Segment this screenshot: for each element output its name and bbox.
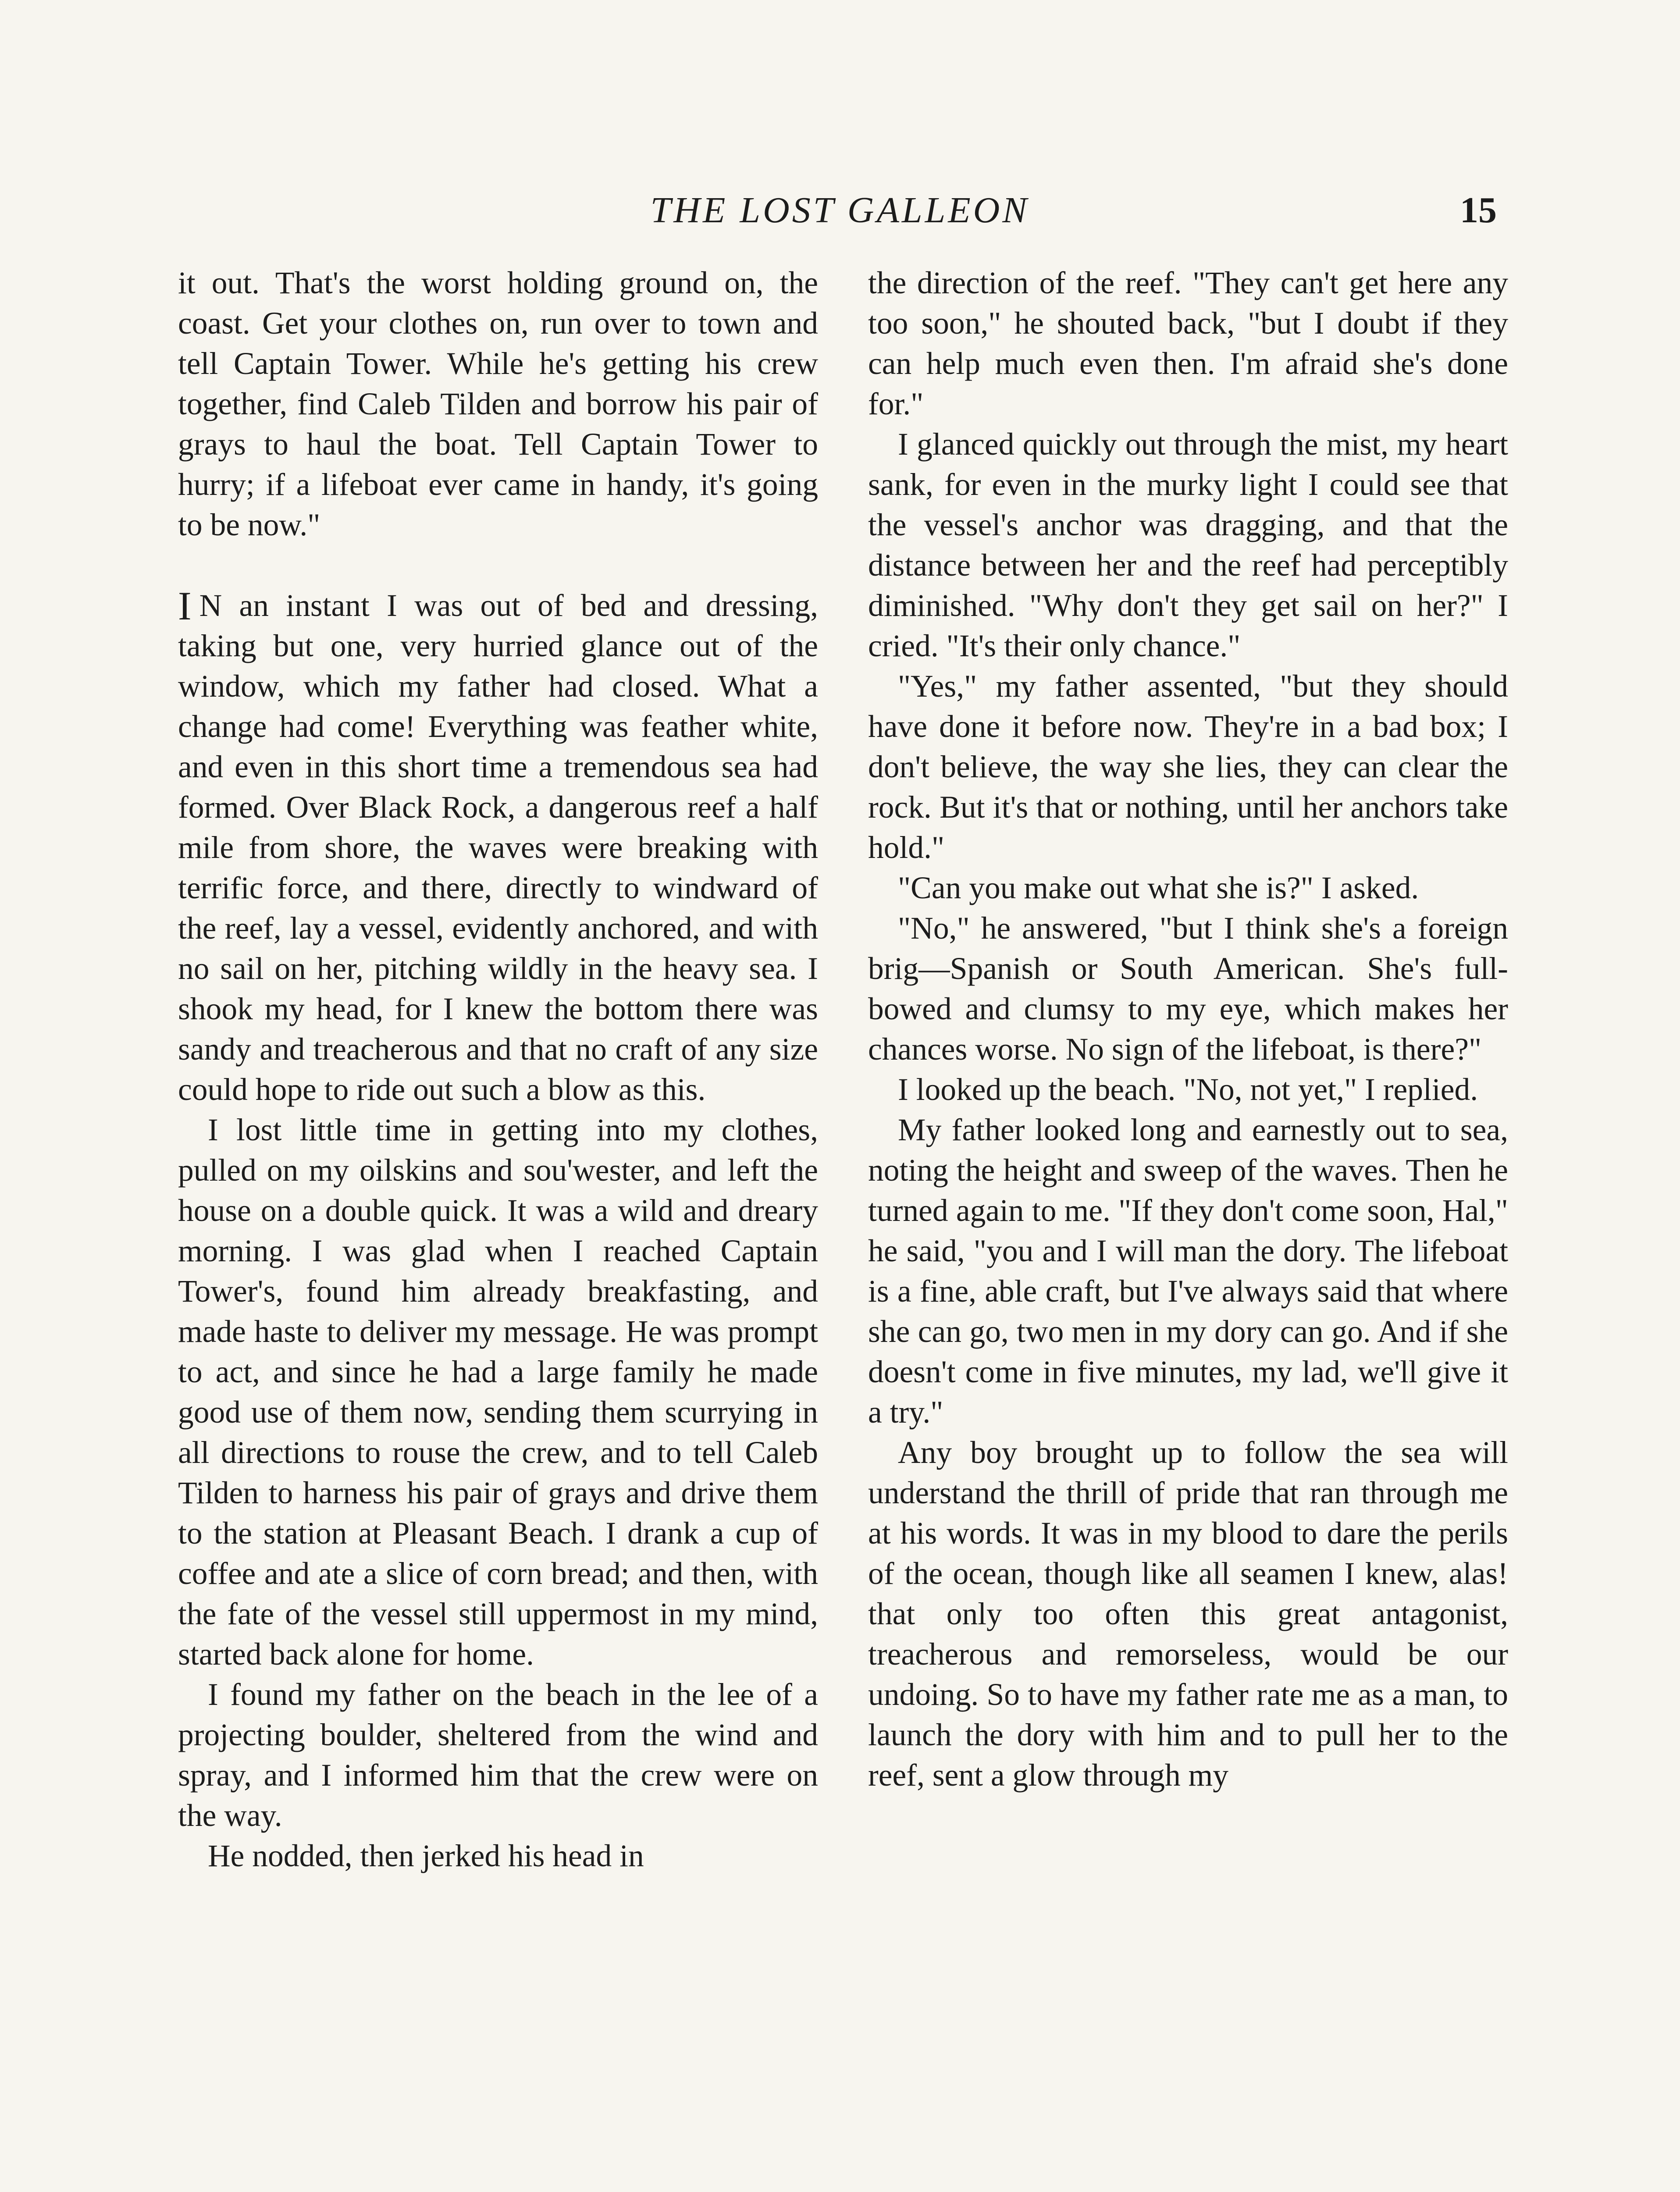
paragraph: I lost little time in getting into my clothes, pulled on my oilskins and sou'wester, and left the house on a double quick. It was a wild and dreary morning. I was glad when I reached Captain Tower's, found him already breakfasting, and made haste to deliver my message. He was prompt to act, and since he had a large family he made good use of them now, sending them scurrying in all directions to rouse the crew, and to tell Caleb Tilden to harness his pair of grays and drive them to the station at Pleasant Beach. I drank a cup of coffee and ate a slice of corn bread; and then, with the fate of the vessel still uppermost in my mind, started back alone for home. [178, 1113, 818, 1672]
paragraph: He nodded, then jerked his head in [208, 1839, 644, 1873]
paragraph: it out. That's the worst holding ground on, the coast. Get your clothes on, run over to town and tell Captain Tower. While he's getting his crew together, find Caleb Tilden and borrow his pair of grays to haul the boat. Tell Captain Tower to hurry; if a lifeboat ever came in handy, it's going to be now." [178, 266, 818, 542]
paragraph: "No," he answered, "but I think she's a foreign brig—Spanish or South American. She's full-bowed and clumsy to my eye, which makes her chances worse. No sign of the lifeboat, is there?" [868, 911, 1508, 1067]
paragraph-text: N an instant I was out of bed and dressing, taking but one, very hurried glance out of the window, which my father had closed. What a change had come! Everything was feather white, and even in this short time a tremendous sea had formed. Over Black Rock, a dangerous reef a half mile from shore, the waves were breaking with terrific force, and there, directly to windward of the reef, lay a vessel, evidently anchored, and with no sail on her, pitching wildly in the heavy sea. I shook my head, for I knew the bottom there was sandy and treacherous and that no craft of any size could hope to ride out such a blow as this. [178, 588, 818, 1107]
paragraph: "Yes," my father assented, "but they should have done it before now. They're in a bad box; I don't believe, the way she lies, they can clear the rock. But it's that or nothing, until her anchors take hold." [868, 669, 1508, 865]
drop-cap: I [178, 584, 192, 628]
right-column [868, 263, 1508, 1796]
left-column [178, 263, 818, 1876]
paragraph-dropcap [178, 586, 818, 1110]
paragraph: Any boy brought up to follow the sea will understand the thrill of pride that ran through me at his words. It was in my blood to dare the perils of the ocean, though like all seamen I knew, alas! that only too often this great antagonist, treacherous and remorseless, would be our undoing. So to have my father rate me as a man, to launch the dory with him and to pull her to the reef, sent a glow through my [868, 1435, 1508, 1793]
page-header [0, 184, 1680, 237]
paragraph: I looked up the beach. "No, not yet," I replied. [898, 1072, 1478, 1107]
paragraph: the direction of the reef. "They can't get here any too soon," he shouted back, "but I doubt if they can help much even then. I'm afraid she's done for." [868, 266, 1508, 421]
page-number: 15 [1460, 190, 1497, 231]
paragraph: I found my father on the beach in the lee of a projecting boulder, sheltered from the wind and spray, and I informed him that the crew were on the way. [178, 1677, 818, 1833]
paragraph: I glanced quickly out through the mist, my heart sank, for even in the murky light I could see that the vessel's anchor was dragging, and that the distance between her and the reef had perceptibly diminished. "Why don't they get sail on her?" I cried. "It's their only chance." [868, 427, 1508, 663]
running-title: THE LOST GALLEON [650, 190, 1030, 231]
paragraph: "Can you make out what she is?" I asked. [898, 871, 1419, 905]
paragraph: My father looked long and earnestly out to sea, noting the height and sweep of the waves. Then he turned again to me. "If they don't come soon, Hal," he said, "you and I will man the dory. The lifeboat is a fine, able craft, but I've always said that where she can go, two men in my dory can go. And if she doesn't come in five minutes, my lad, we'll give it a try." [868, 1113, 1508, 1430]
